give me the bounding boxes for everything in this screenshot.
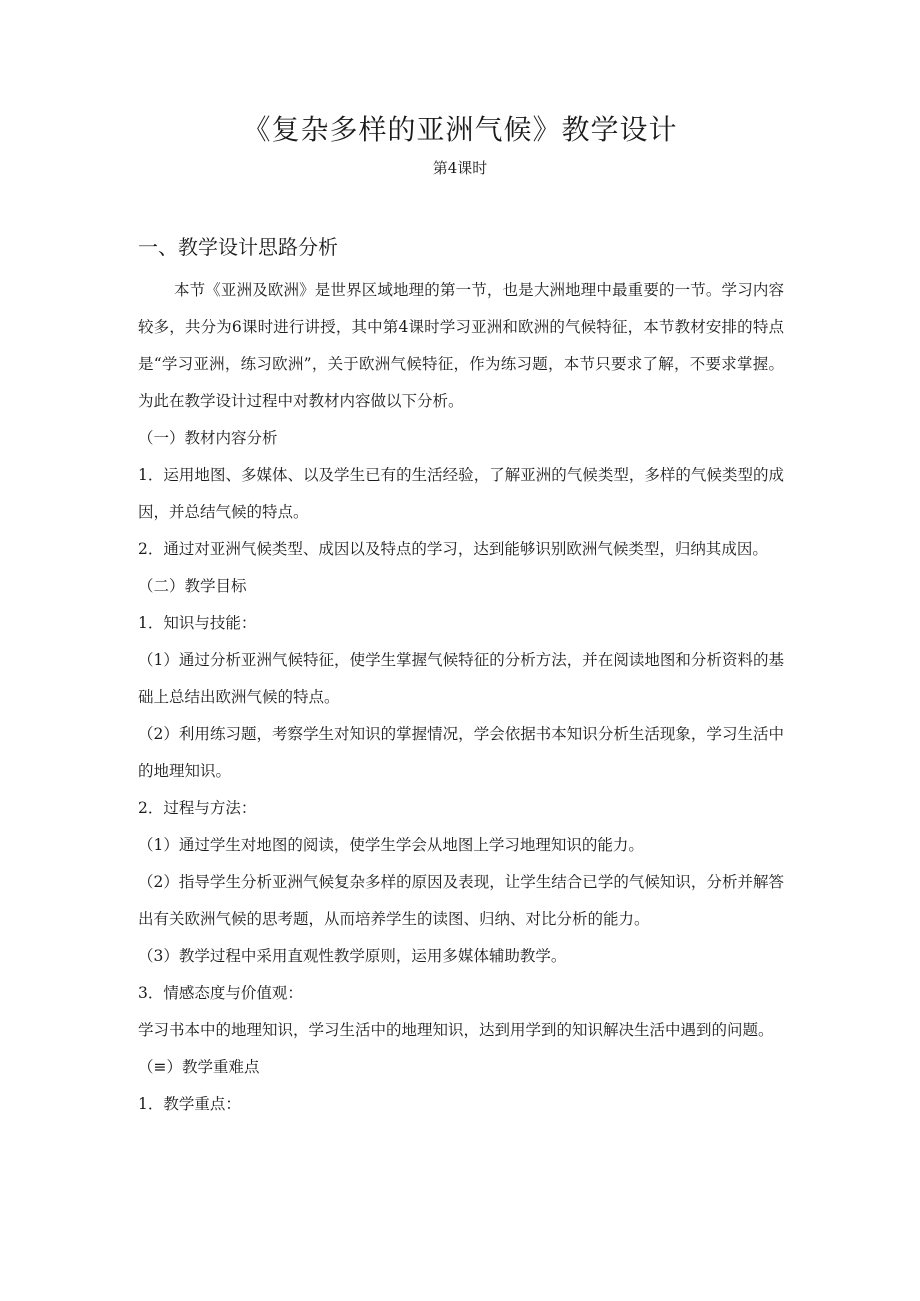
goal-heading-attitude: 3．情感态度与价值观：: [138, 984, 303, 1002]
content-analysis-item-2: 2．通过对亚洲气候类型、成因以及特点的学习，达到能够识别欧洲气候类型，归纳其成因。: [138, 540, 768, 558]
lesson-number: 第4课时: [432, 159, 488, 177]
section-heading-design-analysis: 一、教学设计思路分析: [138, 235, 338, 259]
subsection-heading-content-analysis: （一）教材内容分析: [138, 429, 278, 447]
goal-process-item-2: （2）指导学生分析亚洲气候复杂多样的原因及表现，让学生结合已学的气候知识，分析并解答出有关欧洲气候的思考题，从而培养学生的读图、归纳、对比分析的能力。: [138, 873, 784, 928]
goal-process-item-3: （3）教学过程中采用直观性教学原则，运用多媒体辅助教学。: [138, 947, 567, 965]
document-body: [138, 228, 784, 1123]
key-point-heading: 1．教学重点：: [138, 1095, 241, 1113]
subsection-heading-key-points: （≡）教学重难点: [138, 1058, 260, 1076]
goal-knowledge-item-2: （2）利用练习题，考察学生对知识的掌握情况，学会依据书本知识分析生活现象，学习生活中的地理知识。: [138, 725, 784, 780]
document-title: 《复杂多样的亚洲气候》教学设计: [242, 113, 678, 146]
goal-attitude-item-1: 学习书本中的地理知识，学习生活中的地理知识，达到用学到的知识解决生活中遇到的问题。: [138, 1021, 774, 1039]
intro-paragraph: 本节《亚洲及欧洲》是世界区域地理的第一节，也是大洲地理中最重要的一节。学习内容较多，共分为6课时进行讲授，其中第4课时学习亚洲和欧洲的气候特征，本节教材安排的特点是“学习亚洲，练习欧洲”，关于欧洲气候特征，作为练习题，本节只要求了解，不要求掌握。为此在教学设计过程中对教材内容做以下分析。: [138, 281, 784, 410]
goal-heading-process: 2．过程与方法：: [138, 799, 257, 817]
subsection-heading-goals: （二）教学目标: [138, 577, 247, 595]
goal-knowledge-item-1: （1）通过分析亚洲气候特征，使学生掌握气候特征的分析方法，并在阅读地图和分析资料的基础上总结出欧洲气候的特点。: [138, 651, 784, 706]
goal-heading-knowledge: 1．知识与技能：: [138, 614, 257, 632]
goal-process-item-1: （1）通过学生对地图的阅读，使学生学会从地图上学习地理知识的能力。: [138, 836, 644, 854]
content-analysis-item-1: 1．运用地图、多媒体、以及学生已有的生活经验，了解亚洲的气候类型，多样的气候类型的成因，并总结气候的特点。: [138, 466, 784, 521]
